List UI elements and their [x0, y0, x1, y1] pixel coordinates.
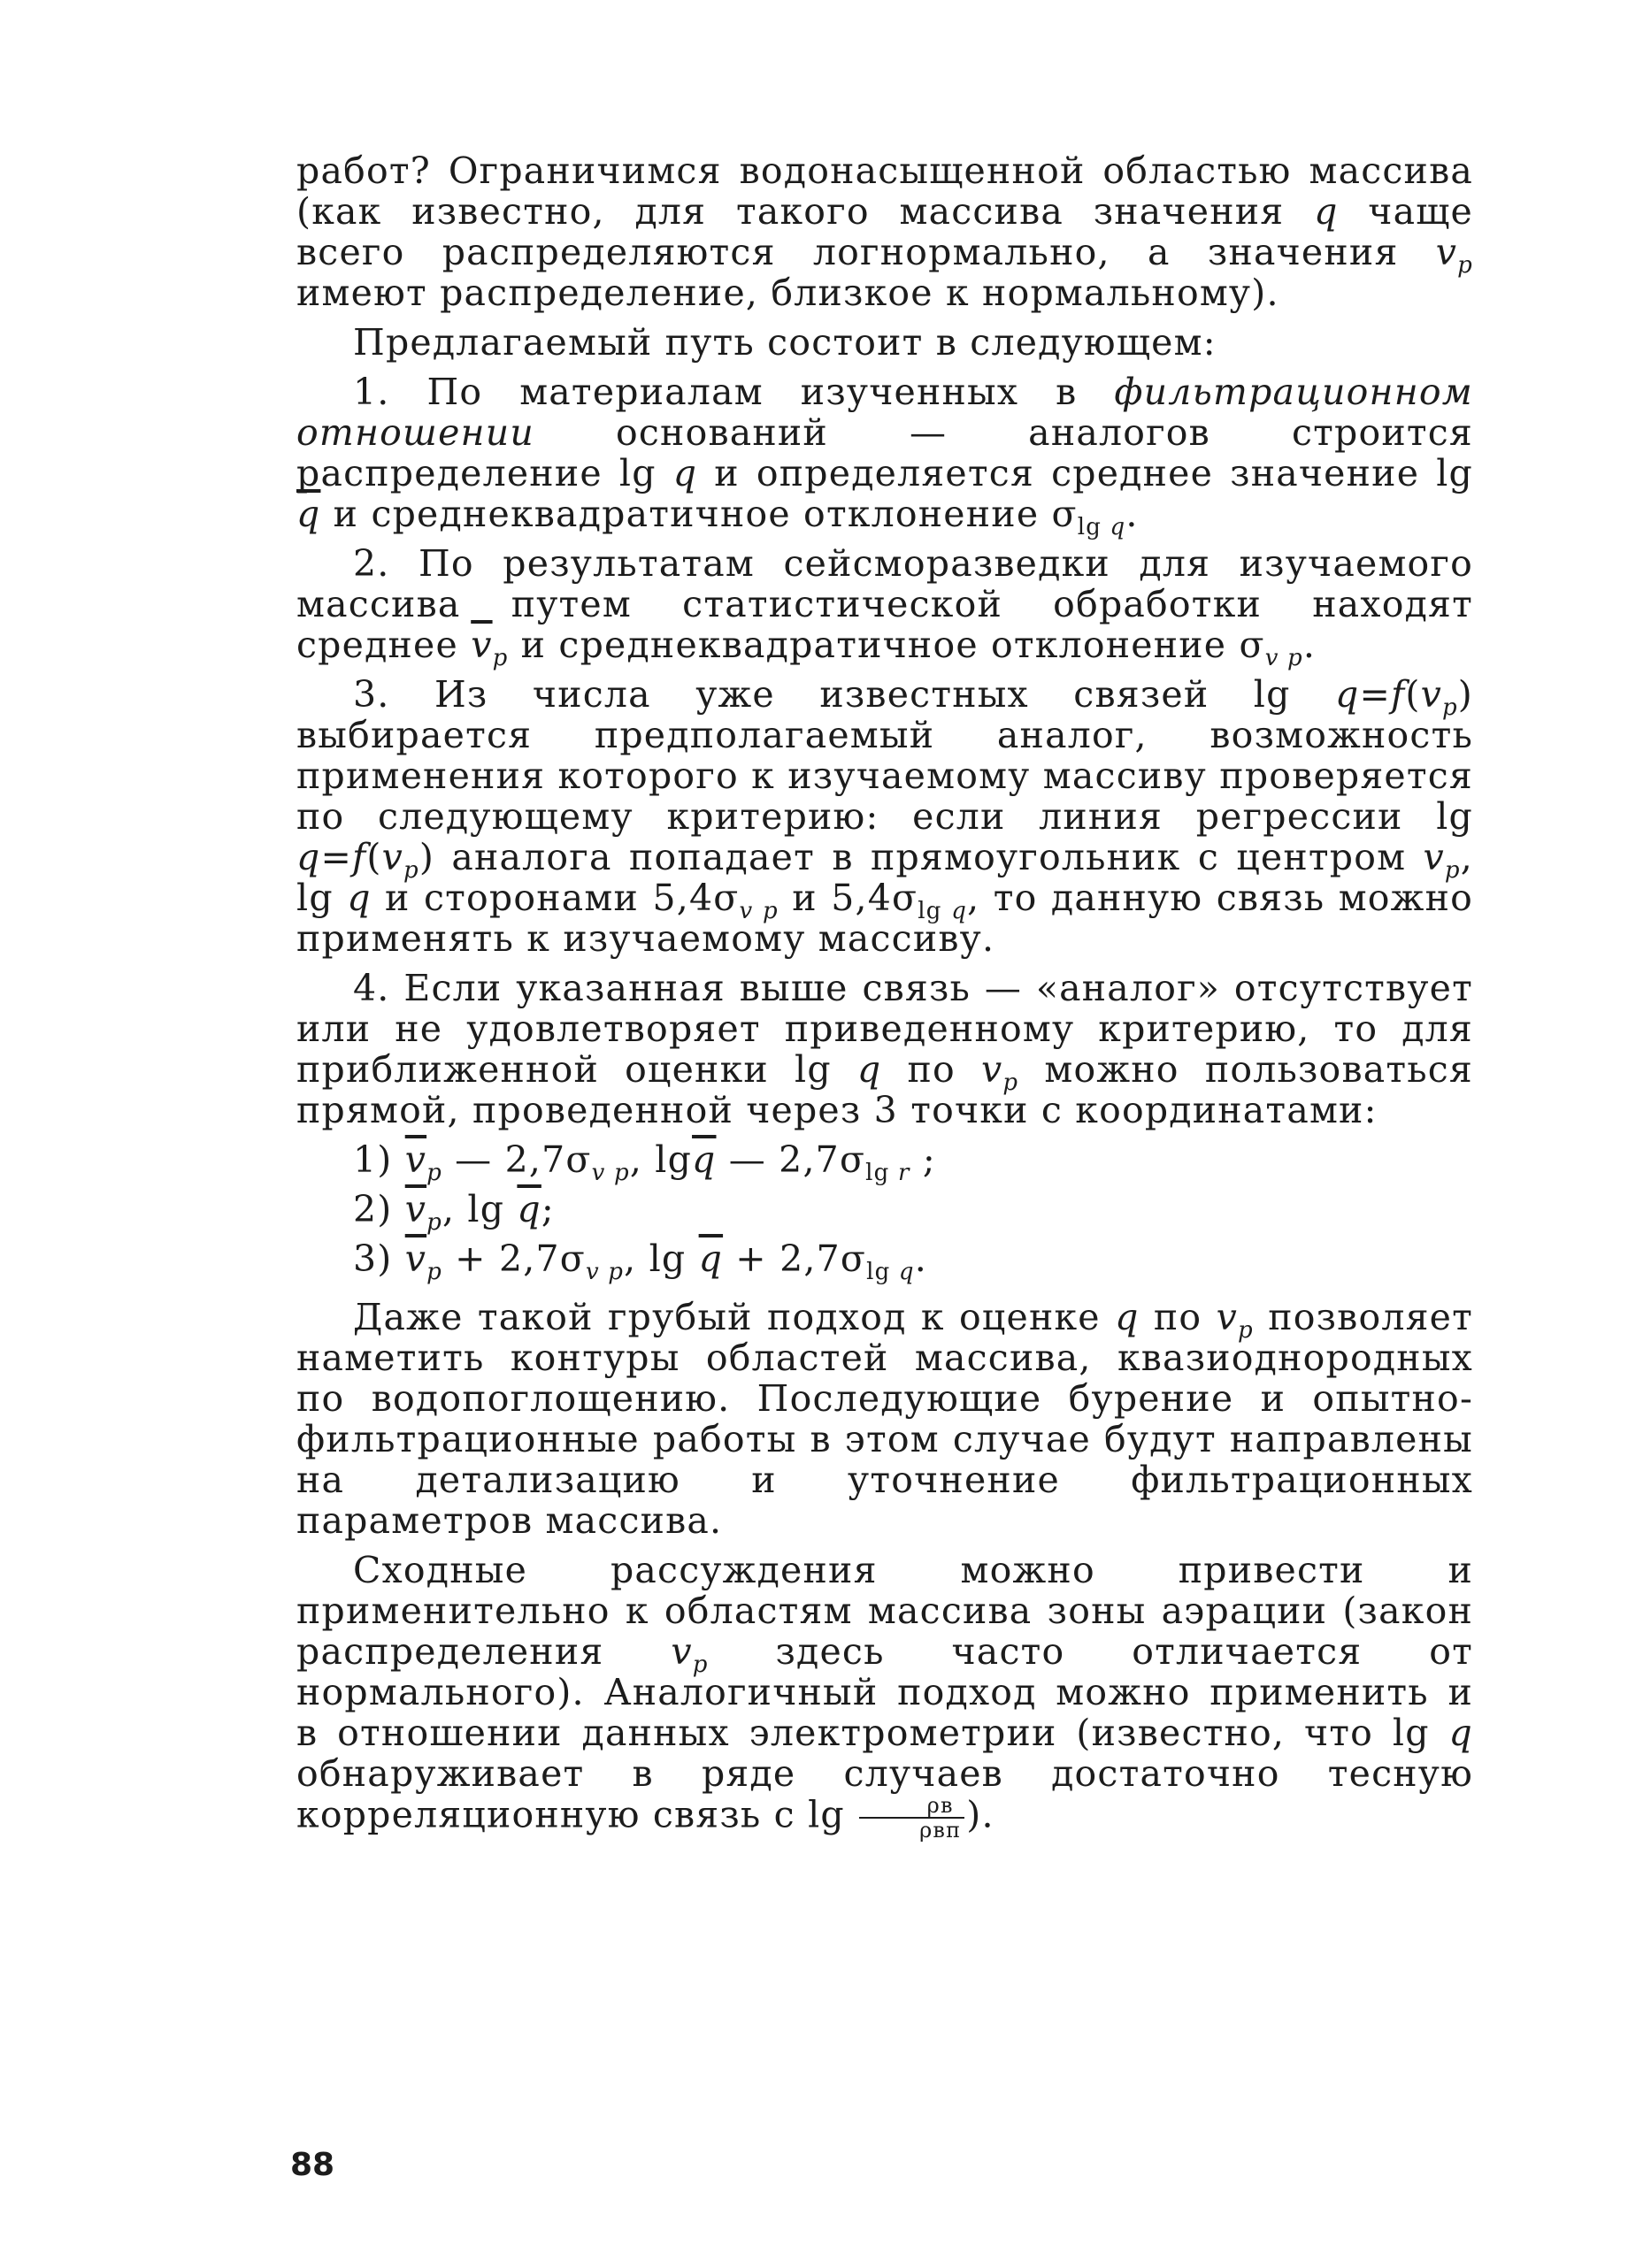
formula-2: 2) $\overline{v}_p$, $\lg \overline{q}$;: [353, 1188, 555, 1237]
body-text: [296, 150, 1473, 1850]
paragraph-3: 1. По материалам изученных в фильтрационном отношении оснований — аналогов строится распределение lg q и определяется среднее значение $\lg \overline{q}$ и среднеквадратичное отклонение $\sigma_{lg q}$.: [296, 371, 1473, 541]
formula-3: 3) $\overline{v}_p + 2,7\sigma_{v p}$, $\lg \overline{q} + 2,7\sigma_{lg q}$.: [353, 1237, 927, 1286]
paragraph-1: работ? Ограничимся водонасыщенной областью массива (как известно, для такого массива значения q чаще всего распределяются логнормально, а значения $v_p$ имеют распределение, близкое к нормальному).: [296, 149, 1473, 314]
formula-1: 1) $\overline{v}_p$ — $2,7\sigma_{v p}$, $\lg\overline{q}$ — $2,7\sigma_{lg r}$ ;: [353, 1138, 936, 1187]
paragraph-8: Сходные рассуждения можно привести и применительно к областям массива зоны аэрации (закон распределения $v_p$ здесь часто отличается от нормального). Аналогичный подход можно применить и в отношении данных электрометрии (известно, что lg q обнаруживает в ряде случаев достаточно тесную корреляционную связь с lg $\frac{\rho в}{\text{ρвп}}$ ).: [296, 1549, 1473, 1843]
paragraph-7: Даже такой грубый подход к оценке q по $v_p$ позволяет наметить контуры областей массива, квазиоднородных по водопоглощению. Последующие бурение и опытно-фильтрационные работы в этом случае будут направлены на детализацию и уточнение фильтрационных параметров массива.: [296, 1296, 1473, 1542]
paragraph-4: 2. По результатам сейсморазведки для изучаемого массива путем статистической обработки находят среднее $\overline{v}_p$ и среднеквадратичное отклонение $\sigma_{v p}$.: [296, 542, 1473, 672]
page-number: 88: [290, 2147, 335, 2183]
paragraph-5: 3. Из числа уже известных связей $\lg q=f(v_p)$ выбирается предполагаемый аналог, возможность применения которого к изучаемому массиву проверяется по следующему критерию: если линия регрессии $\lg q=f(v_p)$ аналога попадает в прямоугольник с центром $v_p$, lg q и сторонами $5,4\sigma_{v p}$ и $5,4\sigma_{lg q}$, то данную связь можно применять к изучаемому массиву.: [296, 673, 1474, 960]
formula-list: [296, 1139, 1473, 1288]
paragraph-6: 4. Если указанная выше связь — «аналог» отсутствует или не удовлетворяет приведенному критерию, то для приближенной оценки lg q по $v_p$ можно пользоваться прямой, проведенной через 3 точки с координатами:: [296, 967, 1473, 1131]
paragraph-2: Предлагаемый путь состоит в следующем:: [353, 321, 1217, 364]
rho-fraction: $\frac{\rho в}{\text{ρвп}}$: [859, 1794, 964, 1842]
